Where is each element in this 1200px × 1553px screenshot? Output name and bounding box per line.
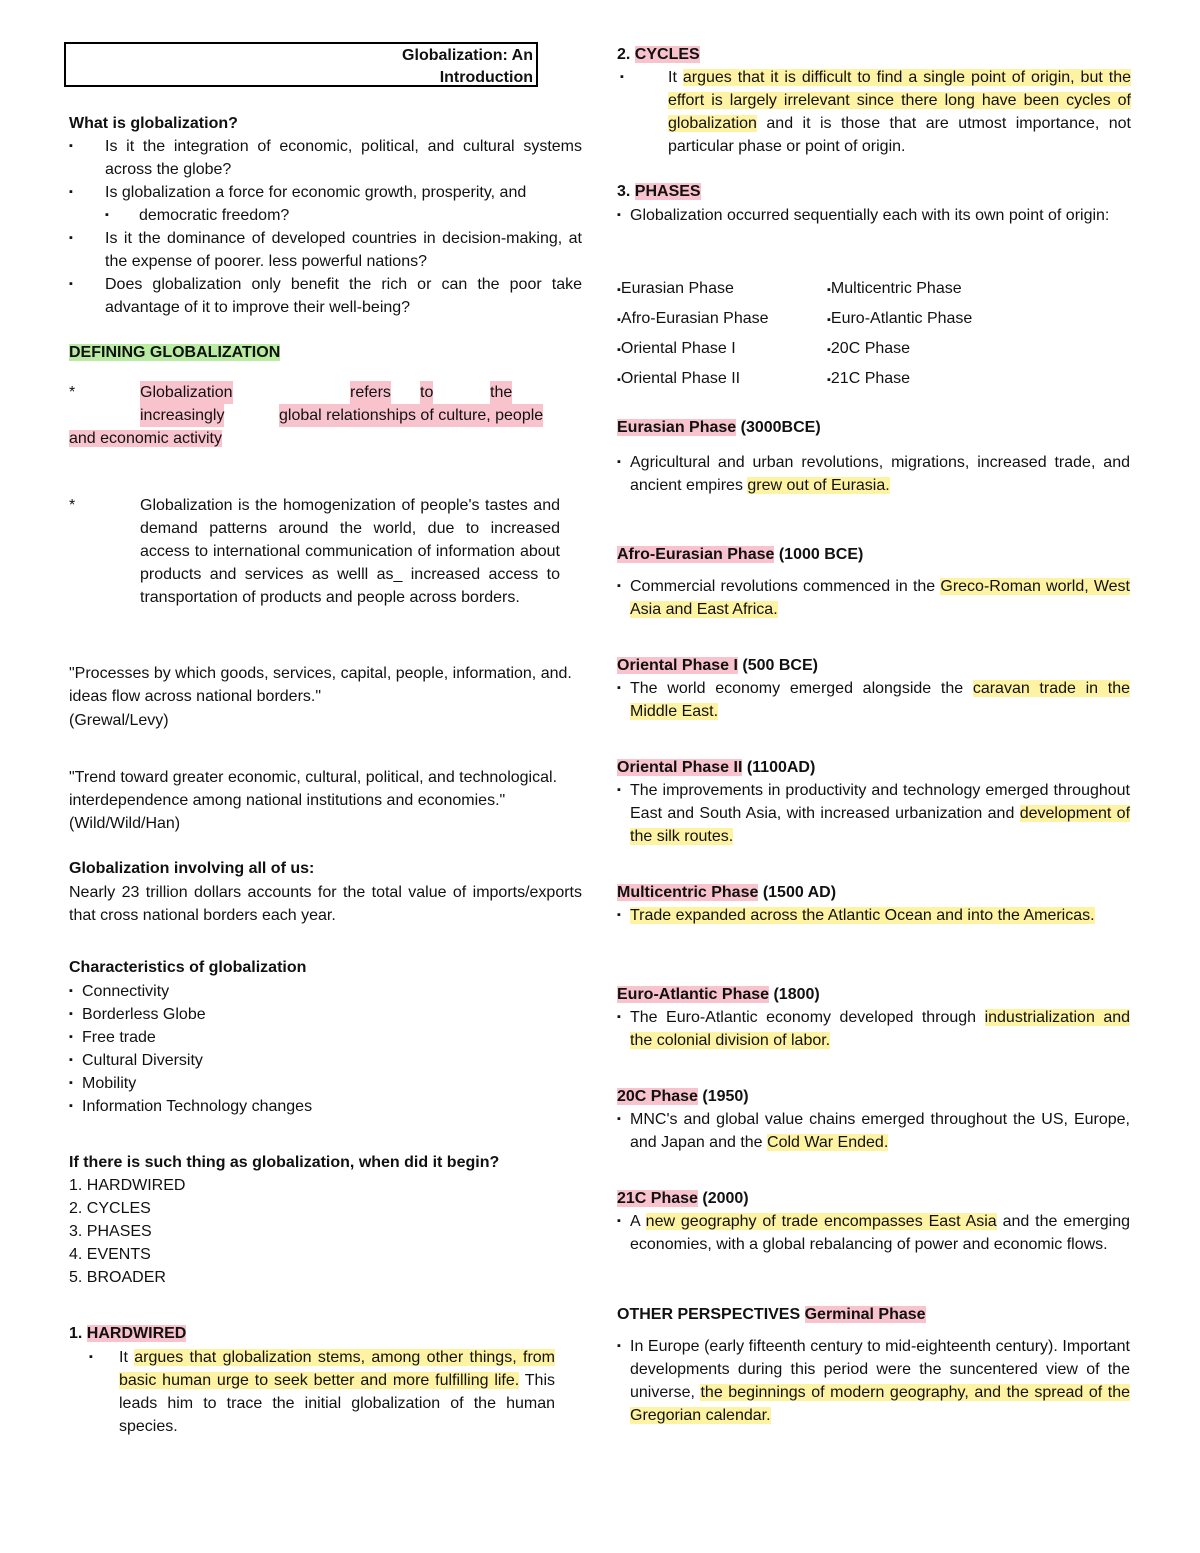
other-perspectives: OTHER PERSPECTIVES Germinal Phase ▪ In Europe (early fifteenth century to mid-eighteenth century). Important developments during this period were the suncentered view of the universe, the beginnings of modern geography, and the spread of the Gregorian calendar.: [617, 1303, 1130, 1427]
list-item: ▪ Oriental Phase II: [617, 367, 827, 392]
question-item: ▪ democratic freedom?: [69, 204, 582, 227]
list-item: ▪ Euro-Atlantic Phase: [827, 307, 1037, 332]
list-item: ▪ Information Technology changes: [69, 1095, 582, 1118]
list-item: ▪ 20C Phase: [827, 337, 1037, 362]
document-title-box: [64, 42, 538, 87]
list-item: ▪ Afro-Eurasian Phase: [617, 307, 827, 332]
list-item: ▪ Borderless Globe: [69, 1003, 582, 1026]
list-item: ▪ Connectivity: [69, 980, 582, 1003]
list-item: ▪ Multicentric Phase: [827, 277, 1037, 302]
list-item: 3. PHASES: [69, 1223, 152, 1240]
involving-text: Nearly 23 trillion dollars accounts for the total value of imports/exports that cross national borders each year.: [69, 884, 582, 924]
characteristics-list: [69, 980, 582, 1118]
phase-entry-eurasian: Eurasian Phase (3000BCE) ▪ Agricultural and urban revolutions, migrations, increased trade, and ancient empires grew out of Eurasia.: [617, 416, 1130, 497]
phase-entry-multicentric: Multicentric Phase (1500 AD) ▪ Trade expanded across the Atlantic Ocean and into the Americas.: [617, 881, 1130, 927]
phase-entry-20c: 20C Phase (1950) ▪ MNC's and global value chains emerged throughout the US, Europe, and Japan and the Cold War Ended.: [617, 1085, 1130, 1154]
quote-2: "Trend toward greater economic, cultural, political, and technological. interdependence among national institutions and economies." (Wild/Wild/Han): [69, 769, 558, 832]
list-item: ▪ Mobility: [69, 1072, 582, 1095]
cycles-heading: 2. CYCLES: [617, 46, 700, 63]
phase-entry-21c: 21C Phase (2000) ▪ A new geography of trade encompasses East Asia and the emerging economies, with a global rebalancing of power and economic flows.: [617, 1187, 1130, 1256]
involving-heading: Globalization involving all of us:: [69, 860, 315, 877]
begin-list: [69, 1174, 185, 1289]
characteristics-heading: Characteristics of globalization: [69, 959, 307, 976]
list-item: ▪ Oriental Phase I: [617, 337, 827, 362]
quote-1-source: (Grewal/Levy): [69, 712, 169, 729]
question-item: ▪ Is it the integration of economic, political, and cultural systems across the globe?: [69, 135, 582, 181]
question-item: ▪ Does globalization only benefit the rich or can the poor take advantage of it to improve their well-being?: [69, 273, 582, 319]
begin-heading: If there is such thing as globalization, when did it begin?: [69, 1154, 500, 1171]
document-title-line2: Introduction: [439, 69, 533, 86]
phase-entry-oriental-2: Oriental Phase II (1100AD) ▪ The improvements in productivity and technology emerged throughout East and South Asia, with increased urbanization and development of the silk routes.: [617, 756, 1130, 848]
hardwired-heading: 1. HARDWIRED: [69, 1325, 187, 1342]
question-item: ▪ Is globalization a force for economic growth, prosperity, and: [69, 181, 582, 204]
document-title-line1: Globalization: An: [402, 47, 533, 64]
star-bullet: *: [69, 384, 76, 401]
list-item: ▪ Cultural Diversity: [69, 1049, 582, 1072]
phases-heading: 3. PHASES: [617, 183, 701, 200]
list-item: 1. HARDWIRED: [69, 1177, 186, 1194]
phase-entry-euro-atlantic: Euro-Atlantic Phase (1800) ▪ The Euro-Atlantic economy developed through industrialization and the colonial division of labor.: [617, 983, 1130, 1052]
hardwired-text: ▪ It argues that globalization stems, among other things, from basic human urge to seek better and more fulfilling life. This leads him to trace the initial globalization of the human species.: [89, 1349, 556, 1435]
list-item: 4. EVENTS: [69, 1246, 151, 1263]
list-item: 2. CYCLES: [69, 1200, 151, 1217]
phase-grid: [617, 277, 1037, 392]
cycles-text: ▪ It argues that it is difficult to find a single point of origin, but the effort is largely irrelevant since there long have been cycles of globalization and it is those that are utmost importance, not particular phase or point of origin.: [620, 69, 1131, 155]
list-item: ▪ 21C Phase: [827, 367, 1037, 392]
definition-1: * Globalization refers to the increasingly global relationships of culture, people and economic activity: [69, 381, 572, 450]
quote-1: "Processes by which goods, services, capital, people, information, and. ideas flow across national borders.": [69, 665, 572, 705]
list-item: ▪ Eurasian Phase: [617, 277, 827, 302]
question-item: ▪ Is it the dominance of developed countries in decision-making, at the expense of poorer. less powerful nations?: [69, 227, 582, 273]
list-item: ▪ Free trade: [69, 1026, 582, 1049]
defining-heading: DEFINING GLOBALIZATION: [69, 344, 281, 361]
list-item: 5. BROADER: [69, 1269, 166, 1286]
phase-entry-afro-eurasian: Afro-Eurasian Phase (1000 BCE) ▪ Commercial revolutions commenced in the Greco-Roman world, West Asia and East Africa.: [617, 543, 1130, 621]
definition-2: * Globalization is the homogenization of people's tastes and demand patterns around the world, due to increased access to international communication of information about products and services as welll as_ increased access to transportation of products and people across borders.: [69, 497, 560, 606]
phase-entry-oriental-1: Oriental Phase I (500 BCE) ▪ The world economy emerged alongside the caravan trade in the Middle East.: [617, 654, 1130, 723]
questions-list: [69, 135, 582, 319]
phases-intro: ▪ Globalization occurred sequentially each with its own point of origin:: [617, 204, 1130, 227]
what-is-heading: What is globalization?: [69, 115, 238, 132]
